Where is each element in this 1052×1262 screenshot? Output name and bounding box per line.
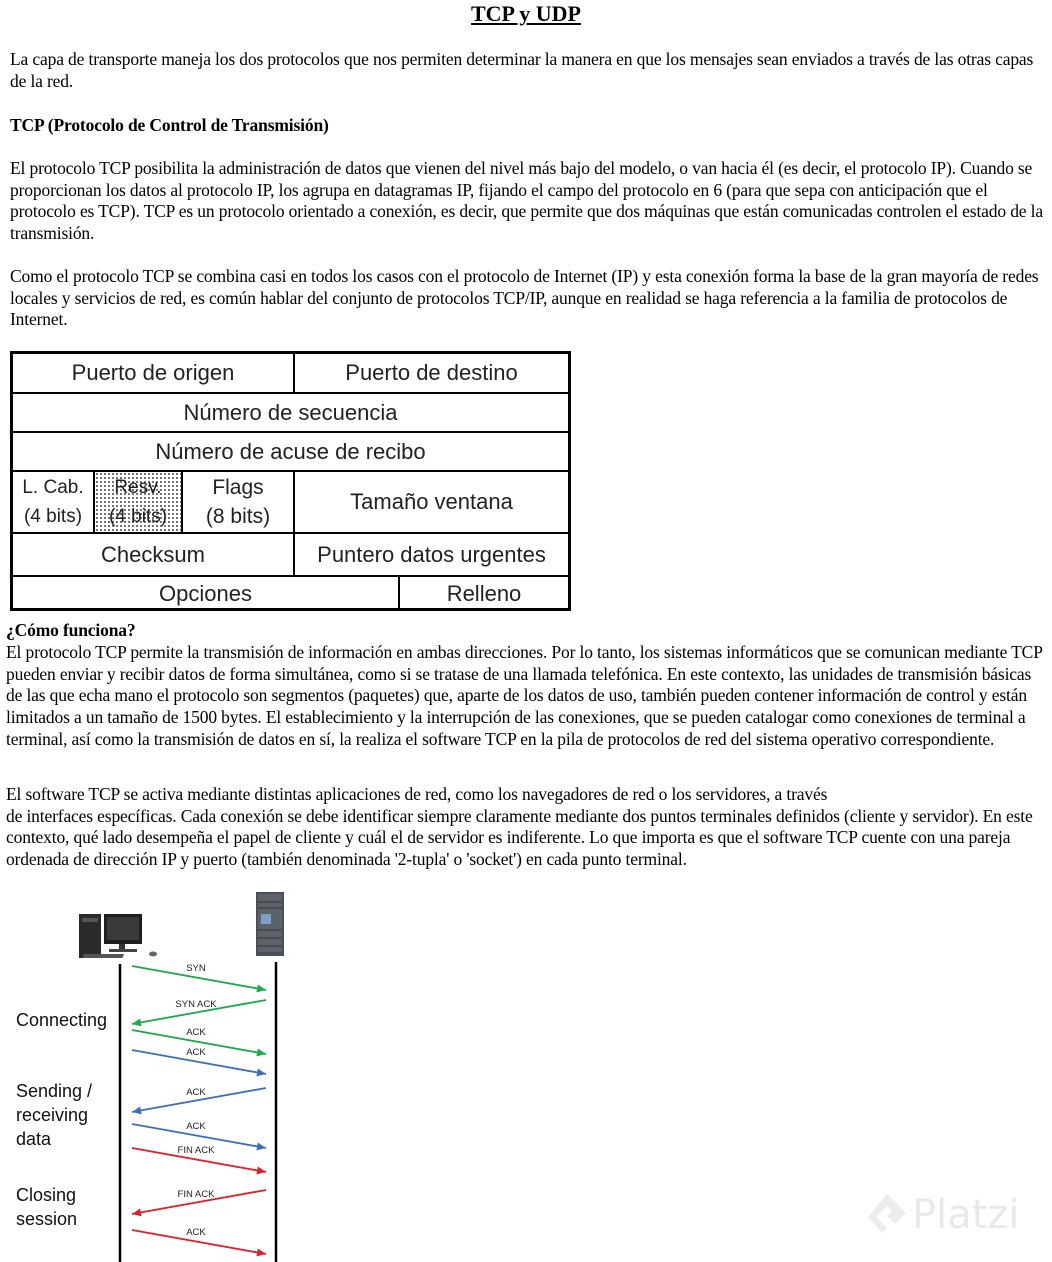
message-label: ACK	[186, 1047, 206, 1058]
flags-bits: (8 bits)	[205, 505, 271, 528]
server-rack-icon	[256, 892, 284, 956]
how-it-works-heading: ¿Cómo funciona?	[6, 620, 136, 640]
table-row	[13, 472, 568, 534]
phase-closing-line-2: session	[16, 1209, 78, 1229]
phase-connecting-label: Connecting	[16, 1010, 108, 1030]
flags-cell	[181, 472, 293, 532]
how-paragraph-2-rest: de interfaces específicas. Cada conexión se debe identificar siempre claramente mediante dos puntos terminales definidos (cliente y servidor). En este contexto, qué lado desempeña el papel de cliente y cuál el de servidor es indiferente. Lo que importa es que el software TCP cuente con una pareja ordenada de dirección IP y puerto (también denominada '2-tupla' o 'socket') en cada punto terminal.	[6, 805, 1033, 870]
message-arrow	[132, 999, 266, 1026]
options-cell: Opciones	[159, 581, 252, 606]
tcp-paragraph-1: El protocolo TCP posibilita la administración de datos que vienen del nivel más bajo del modelo, o van hacia él (es decir, el protocolo IP). Cuando se proporcionan los datos al protocolo IP, los agrupa en datagramas IP, fijando el campo del protocolo en 6 (para que sepa con anticipación que el protocolo es TCP). TCP es un protocolo orientado a conexión, es decir, que permite que dos máquinas que están comunicadas controlen el estado de la transmisión.	[10, 158, 1043, 244]
source-port-cell: Puerto de origen	[71, 360, 235, 385]
message-label: FIN ACK	[177, 1145, 215, 1156]
message-label: FIN ACK	[177, 1189, 215, 1200]
flags-label: Flags	[212, 476, 264, 499]
table-row	[13, 394, 568, 433]
message-arrow	[132, 1087, 266, 1114]
watermark-text: Platzi	[912, 1192, 1020, 1238]
table-row	[13, 534, 568, 577]
checksum-cell: Checksum	[101, 541, 205, 567]
how-paragraph-1: El protocolo TCP permite la transmisión de información en ambas direcciones. Por lo tanto, los sistemas informáticos que se comunican mediante TCP pueden enviar y recibir datos de forma simultánea, como si se tratase de una llamada telefónica. En este contexto, las unidades de transmisión básicas de las que echa mano el protocolo son segmentos (paquetes) que, aparte de los datos de uso, también pueden contener información de control y están limitados a un tamaño de 1500 bytes. El establecimiento y la interrupción de las conexiones, que se pueden catalogar como conexiones de terminal a terminal, así como la transmisión de datos en sí, la realiza el software TCP en la pila de protocolos de red del sistema operativo correspondiente.	[6, 642, 1043, 749]
platzi-logo-icon	[862, 1190, 912, 1240]
how-paragraph-2-line-1: El software TCP se activa mediante distintas aplicaciones de red, como los navegadores de red o los servidores, a través	[6, 784, 828, 804]
tcp-header-table	[10, 351, 571, 611]
phase-closing-line-1: Closing	[16, 1185, 77, 1205]
table-row	[13, 354, 568, 394]
client-computer-icon	[79, 914, 157, 958]
ack-number-cell: Número de acuse de recibo	[155, 438, 426, 464]
dest-port-cell: Puerto de destino	[293, 354, 568, 392]
how-paragraph-2	[6, 784, 1048, 871]
phase-sending-line-1: Sending /	[16, 1081, 93, 1101]
urgent-pointer-cell: Puntero datos urgentes	[293, 534, 568, 575]
padding-cell: Relleno	[398, 577, 568, 611]
message-arrow	[132, 1047, 266, 1076]
page-title: TCP y UDP	[471, 1, 581, 26]
phase-closing-label	[16, 1183, 77, 1231]
message-label: SYN	[186, 963, 206, 974]
seq-number-cell: Número de secuencia	[183, 399, 398, 425]
message-arrow	[132, 1145, 266, 1174]
phase-sending-line-2: receiving	[16, 1105, 89, 1125]
reserved-cell	[93, 472, 181, 532]
tcp-heading: TCP (Protocolo de Control de Transmisión)	[10, 115, 329, 135]
message-label: ACK	[186, 1027, 206, 1038]
message-arrow	[132, 1189, 266, 1216]
header-length-label: L. Cab.	[22, 477, 84, 498]
tcp-sequence-diagram	[0, 888, 320, 1262]
intro-paragraph: La capa de transporte maneja los dos protocolos que nos permiten determinar la manera en que los mensajes sean enviados a través de las otras capas de la red.	[10, 49, 1034, 91]
reserved-bits: (4 bits)	[108, 506, 168, 527]
phase-sending-line-3: data	[16, 1129, 52, 1149]
table-row	[13, 433, 568, 472]
message-arrow	[132, 963, 266, 992]
reserved-label: Resv.	[114, 477, 162, 498]
message-label: ACK	[186, 1087, 206, 1098]
message-arrow	[132, 1227, 266, 1256]
header-length-cell	[13, 472, 93, 532]
message-label: ACK	[186, 1227, 206, 1238]
tcp-paragraph-2: Como el protocolo TCP se combina casi en todos los casos con el protocolo de Internet (IP) y esta conexión forma la base de la gran mayoría de redes locales y servicios de red, es común hablar del conjunto de protocolos TCP/IP, aunque en realidad se haga referencia a la familia de protocolos de Internet.	[10, 266, 1039, 330]
platzi-watermark	[862, 1190, 1020, 1240]
header-length-bits: (4 bits)	[23, 506, 83, 527]
window-size-cell: Tamaño ventana	[293, 472, 568, 532]
phase-sending-label	[16, 1079, 92, 1151]
table-row	[13, 577, 568, 611]
message-label: SYN ACK	[175, 999, 217, 1010]
message-label: ACK	[186, 1121, 206, 1132]
